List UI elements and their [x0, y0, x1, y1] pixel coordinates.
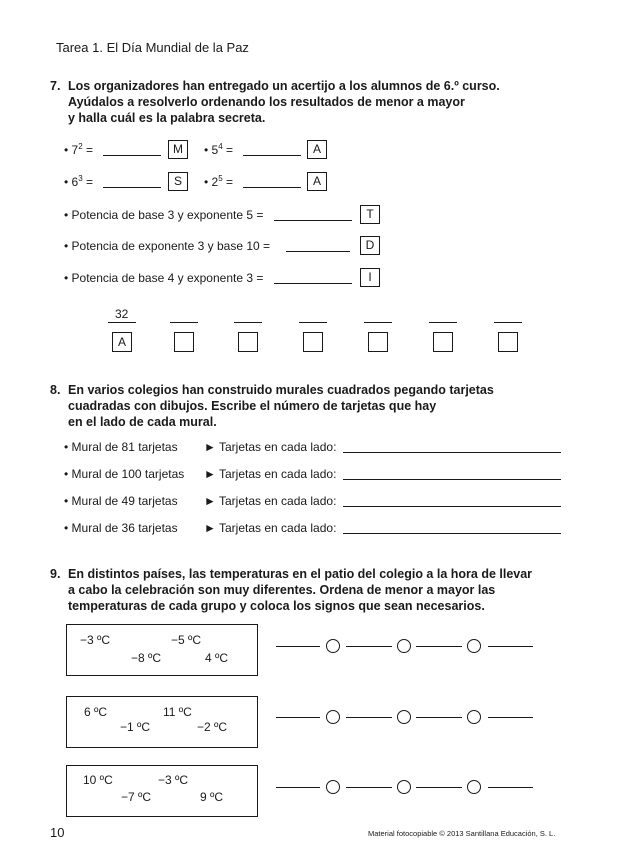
temperature-value: 9 ºC — [200, 790, 224, 804]
q9-statement: En distintos países, las temperaturas en el patio del colegio a la hora de llevar a cabo la celebración son muy diferentes. Ordena de menor a mayor las temperaturas de cada grupo y coloca los signos que sean necesarios. — [68, 567, 533, 613]
order-letter-box[interactable] — [303, 332, 323, 352]
power-2-5: • $2^5$ = — [204, 174, 234, 189]
temperature-value: −5 ºC — [171, 633, 202, 647]
temperature-value: −3 ºC — [158, 773, 189, 787]
temperature-value: 6 ºC — [84, 705, 108, 719]
sign-circle[interactable] — [326, 710, 340, 724]
q7-statement: Los organizadores han entregado un acertijo a los alumnos de 6.º curso. Ayúdalos a resolverlo ordenando los resultados de menor a mayor y halla cuál es la palabra secreta. — [68, 79, 500, 125]
answer-blank[interactable] — [286, 251, 350, 252]
order-line[interactable] — [488, 787, 533, 788]
answer-blank[interactable] — [274, 220, 352, 221]
answer-blank[interactable] — [243, 187, 301, 188]
temperature-value: −8 ºC — [131, 651, 162, 665]
power-5-4: • $5^4$ = — [204, 142, 234, 157]
order-line[interactable] — [346, 787, 392, 788]
arrow-label: ► Tarjetas en cada lado: — [204, 467, 337, 481]
ordered-value-1: 32 — [115, 307, 129, 321]
temperature-group-1 — [66, 624, 258, 676]
answer-line[interactable] — [343, 479, 561, 480]
temperature-group-2 — [66, 696, 258, 748]
sentence-base3-exp5: • Potencia de base 3 y exponente 5 = — [64, 208, 264, 222]
answer-line[interactable] — [343, 452, 561, 453]
mural-item: • Mural de 36 tarjetas — [64, 521, 178, 535]
letter-box-t: T — [360, 205, 380, 224]
mural-item: • Mural de 81 tarjetas — [64, 440, 178, 454]
sign-circle[interactable] — [397, 639, 411, 653]
order-line[interactable] — [346, 646, 392, 647]
order-line[interactable] — [416, 787, 462, 788]
order-line[interactable] — [416, 646, 462, 647]
power-6-3: • $6^3$ = — [64, 174, 94, 189]
answer-blank[interactable] — [274, 283, 352, 284]
order-slot-line[interactable] — [364, 322, 392, 323]
sentence-exp3-base10: • Potencia de exponente 3 y base 10 = — [64, 239, 271, 253]
sign-circle[interactable] — [467, 780, 481, 794]
q7-number: 7. — [50, 79, 61, 93]
answer-line[interactable] — [343, 506, 561, 507]
copyright-notice: Material fotocopiable © 2013 Santillana Educación, S. L. — [368, 829, 556, 838]
order-letter-box[interactable] — [174, 332, 194, 352]
letter-box-a: A — [307, 172, 327, 191]
page-title: Tarea 1. El Día Mundial de la Paz — [56, 40, 249, 55]
sign-circle[interactable] — [397, 780, 411, 794]
order-slot-line[interactable] — [429, 322, 457, 323]
order-slot-line — [108, 322, 136, 323]
sign-circle[interactable] — [397, 710, 411, 724]
mural-item: • Mural de 100 tarjetas — [64, 467, 185, 481]
order-letter-box[interactable] — [498, 332, 518, 352]
order-letter-box[interactable] — [433, 332, 453, 352]
sign-circle[interactable] — [326, 639, 340, 653]
order-line[interactable] — [276, 646, 320, 647]
q9-number: 9. — [50, 567, 61, 581]
order-slot-line[interactable] — [494, 322, 522, 323]
letter-box-i: I — [360, 268, 380, 287]
temperature-value: 4 ºC — [205, 651, 229, 665]
order-line[interactable] — [488, 717, 533, 718]
temperature-value: −7 ºC — [121, 790, 152, 804]
order-line[interactable] — [416, 717, 462, 718]
sentence-base4-exp3: • Potencia de base 4 y exponente 3 = — [64, 271, 264, 285]
letter-box-m: M — [168, 140, 188, 159]
order-letter-box[interactable] — [368, 332, 388, 352]
order-slot-line[interactable] — [234, 322, 262, 323]
order-line[interactable] — [276, 717, 320, 718]
answer-blank[interactable] — [243, 155, 301, 156]
order-line[interactable] — [276, 787, 320, 788]
letter-box-s: S — [168, 172, 188, 191]
arrow-label: ► Tarjetas en cada lado: — [204, 521, 337, 535]
temperature-value: 10 ºC — [83, 773, 113, 787]
order-slot-line[interactable] — [299, 322, 327, 323]
arrow-label: ► Tarjetas en cada lado: — [204, 494, 337, 508]
mural-item: • Mural de 49 tarjetas — [64, 494, 178, 508]
sign-circle[interactable] — [467, 639, 481, 653]
sign-circle[interactable] — [326, 780, 340, 794]
letter-box-a: A — [307, 140, 327, 159]
q8-number: 8. — [50, 383, 61, 397]
page-number: 10 — [50, 825, 65, 840]
answer-line[interactable] — [343, 533, 561, 534]
temperature-value: −3 ºC — [80, 633, 111, 647]
order-letter-box[interactable] — [238, 332, 258, 352]
sign-circle[interactable] — [467, 710, 481, 724]
q8-statement: En varios colegios han construido murales cuadrados pegando tarjetas cuadradas con dibujos. Escribe el número de tarjetas que hay en el lado de cada mural. — [68, 383, 494, 429]
temperature-value: −1 ºC — [120, 720, 151, 734]
answer-blank[interactable] — [103, 187, 161, 188]
order-slot-line[interactable] — [170, 322, 198, 323]
temperature-value: 11 ºC — [163, 705, 192, 719]
letter-box-d: D — [360, 236, 380, 255]
answer-blank[interactable] — [103, 155, 161, 156]
power-7-2: • $7^2$ = — [64, 142, 94, 157]
temperature-value: −2 ºC — [197, 720, 228, 734]
order-line[interactable] — [488, 646, 533, 647]
arrow-label: ► Tarjetas en cada lado: — [204, 440, 337, 454]
order-letter-box: A — [112, 332, 132, 352]
order-line[interactable] — [346, 717, 392, 718]
